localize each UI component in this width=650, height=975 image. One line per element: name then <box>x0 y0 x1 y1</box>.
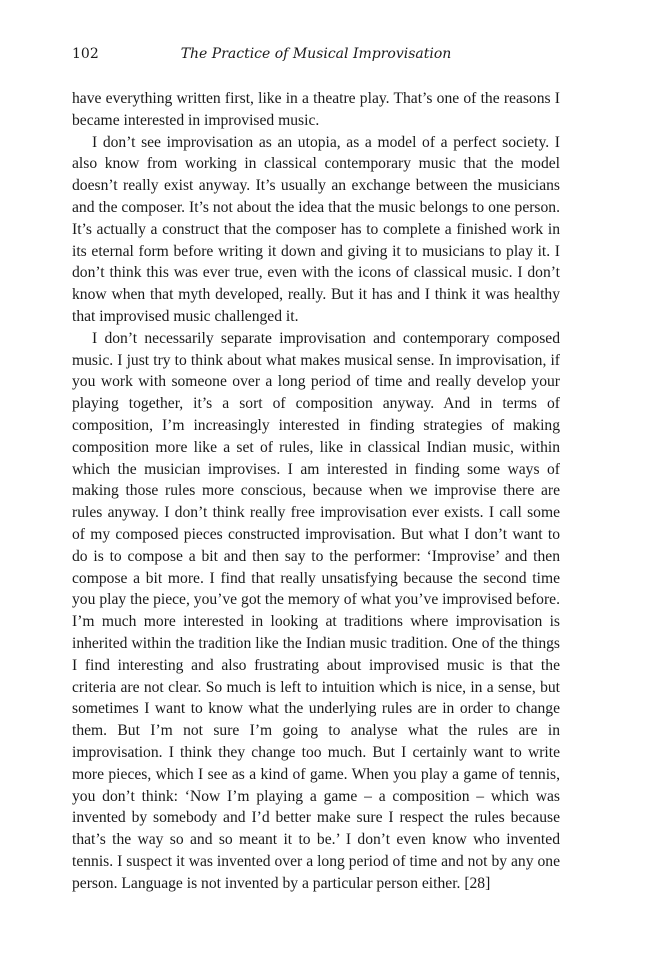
page-number: 102 <box>72 46 99 62</box>
paragraph-composition: I don’t necessarily separate improvisation and contemporary composed music. I just try to think about what makes musical sense. In improvisation, if you work with someone over a long period of time and really develop your playing together, it’s a sort of composition anyway. And in terms of composition, I’m increasingly interested in finding strategies of making composition more like a set of rules, like in classical Indian music, within which the musician improvises. I am interested in finding some ways of making those rules more conscious, because when we improvise there are rules anyway. I don’t think really free improvisation ever exists. I call some of my composed pieces constructed improvisation. But what I don’t want to do is to compose a bit and then say to the performer: ‘Improvise’ and then compose a bit more. I find that really unsatisfying because the second time you play the piece, you’ve got the memory of what you’ve improvised before. I’m much more interested in looking at traditions where improvisation is inherited within the tradition like the Indian music tradition. One of the things I find interesting and also frustrating about improvised music is that the criteria are not clear. So much is left to intuition which is nice, in a sense, but sometimes I want to know what the underlying rules are in order to change them. But I’m not sure I’m going to analyse what the rules are in improvisation. I think they change too much. But I certainly want to write more pieces, which I see as a kind of game. When you play a game of tennis, you don’t think: ‘Now I’m playing a game – a composition – which was invented by somebody and I’d better make sure I respect the rules because that’s the way so and so meant it to be.’ I don’t even know who invented tennis. I suspect it was invented over a long period of time and not by any one person. Language is not invented by a particular person either. [28] <box>72 329 560 892</box>
paragraph-continuation: have everything written first, like in a theatre play. That’s one of the reasons I became interested in improvised music. <box>72 90 560 129</box>
running-header <box>72 46 560 66</box>
body-text <box>72 88 560 894</box>
running-title: The Practice of Musical Improvisation <box>180 46 452 62</box>
paragraph-utopia: I don’t see improvisation as an utopia, as a model of a perfect society. I also know from working in classical contemporary music that the model doesn’t really exist anyway. It’s usually an exchange between the musicians and the composer. It’s not about the idea that the music belongs to one person. It’s actually a construct that the composer has to complete a finished work in its eternal form before writing it down and giving it to musicians to play it. I don’t think this was ever true, even with the icons of classical music. I don’t know when that myth developed, really. But it has and I think it was healthy that improvised music challenged it. <box>72 133 560 325</box>
